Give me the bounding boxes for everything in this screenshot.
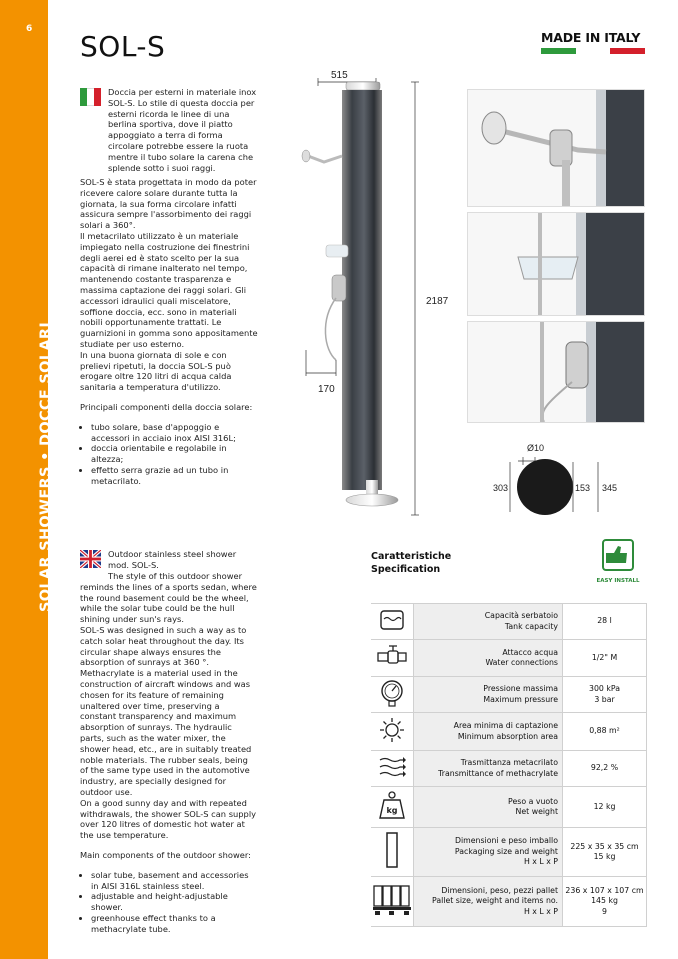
spec-label: Trasmittanza metacrilato Transmittance of methacrylate xyxy=(414,751,563,787)
spec-label: Peso a vuoto Net weight xyxy=(414,787,563,828)
list-item: • solar tube, basement and accessories in AISI 316L stainless steel. xyxy=(91,870,258,892)
height-dimension: 2187 xyxy=(426,296,449,307)
italian-text xyxy=(80,177,258,487)
spec-value: 0,88 m² xyxy=(563,713,647,751)
spec-value: 12 kg xyxy=(563,787,647,828)
made-in-italy-badge xyxy=(541,30,645,54)
english-bullet-list xyxy=(80,870,258,935)
left-dimension: 303 xyxy=(493,483,509,493)
table-row xyxy=(371,751,647,787)
faucet-icon xyxy=(371,640,414,677)
italian-flag-icon xyxy=(80,88,101,106)
box-icon xyxy=(371,828,414,877)
arm-dimension: 170 xyxy=(318,384,335,395)
weight-icon xyxy=(371,787,414,828)
spec-label: Capacità serbatoio Tank capacity xyxy=(414,604,563,640)
spec-value: 300 kPa 3 bar xyxy=(563,677,647,713)
spec-table xyxy=(371,603,647,927)
spec-label: Dimensioni e peso imballo Packaging size and weight H x L x P xyxy=(414,828,563,877)
spec-label: Pressione massima Maximum pressure xyxy=(414,677,563,713)
list-item: • tubo solare, base d'appoggio e accessori in acciaio inox AISI 316L; xyxy=(91,422,258,444)
italy-stripe xyxy=(541,48,645,54)
easy-install-icon xyxy=(600,537,636,573)
list-item: • greenhouse effect thanks to a methacrylate tube. xyxy=(91,913,258,935)
made-in-label: MADE IN ITALY xyxy=(541,30,641,45)
sun-icon xyxy=(371,713,414,751)
spec-label: Attacco acqua Water connections xyxy=(414,640,563,677)
soap-basket-photo xyxy=(467,212,645,316)
table-row xyxy=(371,877,647,927)
list-item: • adjustable and height-adjustable shower. xyxy=(91,891,258,913)
page-number: 6 xyxy=(26,24,33,34)
spec-label: Dimensioni, peso, pezzi pallet Pallet size, weight and items no. H x L x P xyxy=(414,877,563,927)
italian-paragraph-5: Principali componenti della doccia solare: xyxy=(80,401,253,412)
table-row xyxy=(371,713,647,751)
list-item: • effetto serra grazie ad un tubo in metacrilato. xyxy=(91,465,258,487)
spec-label: Area minima di captazione Minimum absorption area xyxy=(414,713,563,751)
shower-head-photo xyxy=(467,89,645,207)
spec-value: 1/2" M xyxy=(563,640,647,677)
inner-dimension: 153 xyxy=(575,483,591,493)
italian-paragraph-4: In una buona giornata di sole e con prelievi ripetuti, la doccia SOL-S può erogare oltre 120 litri di acqua calda sanitaria a temperatura d'utilizzo. xyxy=(80,349,232,393)
mixer-tap-photo xyxy=(467,321,645,423)
pallet-icon xyxy=(371,877,414,927)
easy-install-badge xyxy=(596,537,640,584)
table-row xyxy=(371,640,647,677)
diameter-dimension: Ø10 xyxy=(527,443,545,453)
spec-value: 225 x 35 x 35 cm 15 kg xyxy=(563,828,647,877)
sidebar-label: SOLAR SHOWERS • DOCCE SOLARI xyxy=(38,321,54,612)
table-row xyxy=(371,787,647,828)
table-row xyxy=(371,828,647,877)
page-title: SOL-S xyxy=(80,30,166,63)
italian-paragraph-2: SOL-S è stata progettata in modo da poter ricevere calore solare durante tutta la giornata, la sua forma circolare infatti assicura sempre l'assorbimento dei raggi solari a 360°. xyxy=(80,177,257,231)
english-paragraph-3: SOL-S was designed in such a way as to catch solar heat throughout the day. Its circular shape always ensures the absorption of sunrays at 360 °. xyxy=(80,624,247,668)
tank-icon xyxy=(371,604,414,640)
italian-paragraph-1: Doccia per esterni in materiale inox SOL-S. Lo stile di questa doccia per esterni ricorda le linee di una berlina sportiva, dove il piatto appoggiato a terra di forma circolare potrebbe essere la ruota mentre il tubo solare la carena che splende sotto i suoi raggi. xyxy=(108,87,257,173)
spec-title-en: Specification xyxy=(371,564,441,575)
base-section-drawing xyxy=(490,440,620,520)
shower-product-drawing xyxy=(280,60,470,530)
english-paragraph-5: On a good sunny day and with repeated withdrawals, the shower SOL-S can supply over 120 litres of domestic hot water at the use temperature. xyxy=(80,797,257,841)
heat-icon xyxy=(371,751,414,787)
spec-value: 28 l xyxy=(563,604,647,640)
english-paragraph-1: Outdoor stainless steel shower mod. SOL-S. xyxy=(108,549,237,570)
spec-value: 236 x 107 x 107 cm 145 kg 9 xyxy=(563,877,647,927)
list-item: • doccia orientabile e regolabile in altezza; xyxy=(91,443,258,465)
spec-value: 92,2 % xyxy=(563,751,647,787)
outer-dimension: 345 xyxy=(602,483,618,493)
sidebar-band xyxy=(0,0,54,959)
spec-title xyxy=(371,550,451,576)
svg-text:kg: kg xyxy=(386,806,398,816)
english-text xyxy=(80,571,258,935)
easy-install-label: EASY INSTALL xyxy=(596,578,640,584)
spec-title-it: Caratteristiche xyxy=(371,551,452,562)
english-intro xyxy=(108,549,258,571)
italian-paragraph-3: Il metacrilato utilizzato è un materiale impiegato nella costruzione dei finestrini degli aerei ed è stato scelto per la sua capacità di rimane inalterato nel tempo, mantenendo costante trasparenza e massima captazione dei raggi solari. Gli accessori idraulici quali miscelatore, soffione doccia, ecc. sono in materiali nobili opportunamente trattati. Le guarnizioni in gomma sono appositamente studiate per uso esterno. xyxy=(80,230,258,349)
gauge-icon xyxy=(371,677,414,713)
table-row xyxy=(371,677,647,713)
uk-flag-icon xyxy=(80,550,101,568)
english-paragraph-2: The style of this outdoor shower reminds the lines of a sports sedan, where the round basement could be the wheel, while the solar tube could be the hull shining under sun's rays. xyxy=(80,571,257,625)
english-paragraph-4: Methacrylate is a material used in the construction of aircraft windows and was chosen for its feature of remaining unaltered over time, preserving a constant transparency and maximum absorption of sunrays. The hydraulic parts, such as the water mixer, the shower head, etc., are in suitably treated noble materials. The rubber seals, being of the same type used in the automotive industry, are specially designed for outdoor use. xyxy=(80,668,252,797)
italian-bullet-list xyxy=(80,422,258,487)
table-row xyxy=(371,604,647,640)
width-dimension: 515 xyxy=(331,70,348,81)
english-paragraph-6: Main components of the outdoor shower: xyxy=(80,849,251,860)
italian-intro xyxy=(108,87,258,182)
